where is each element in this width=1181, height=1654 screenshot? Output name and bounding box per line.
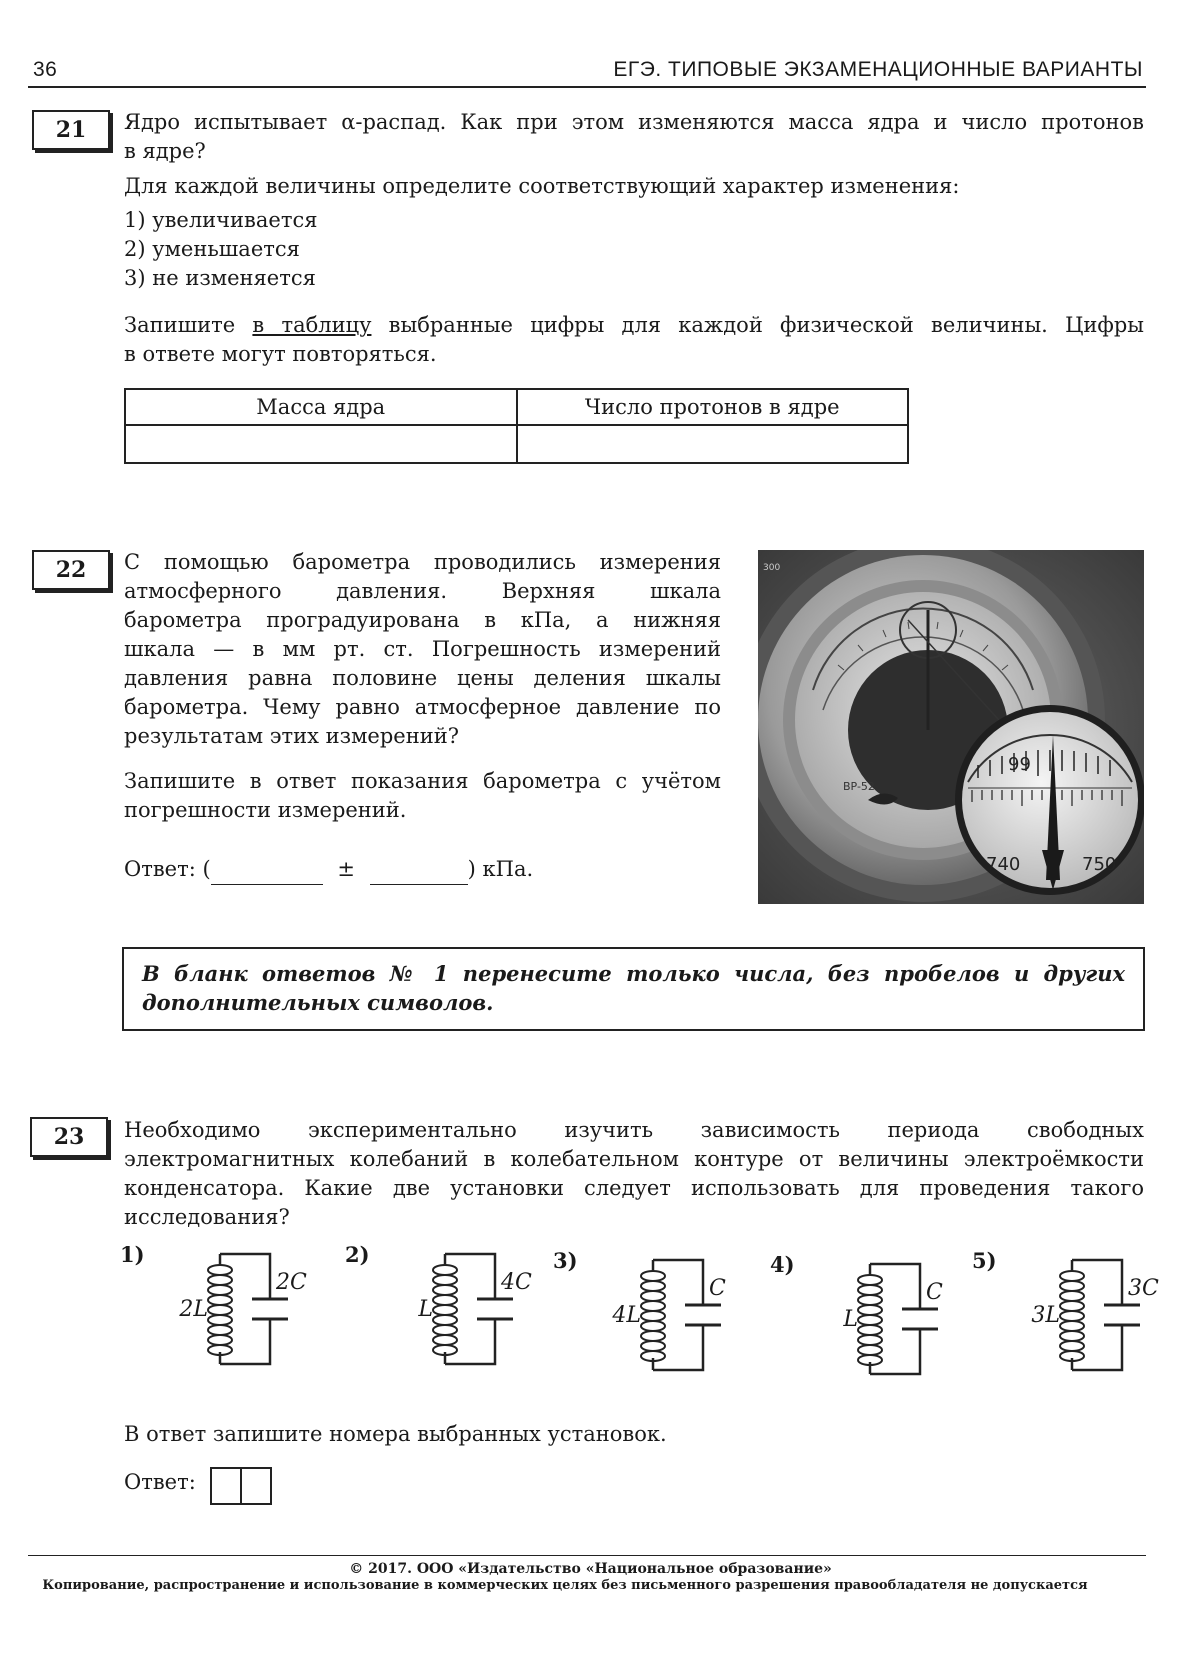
circuit-number-4: 4)	[770, 1252, 795, 1277]
q22-record-line2: погрешности измерений.	[124, 798, 407, 822]
header-rule	[28, 86, 1146, 88]
answer-cell-protons[interactable]	[517, 425, 909, 463]
q21-record-post: выбранные цифры для каждой физической величины. Цифры	[371, 313, 1144, 337]
q23-text-line3: конденсатора. Какие две установки следует использовать для проведения такого	[124, 1176, 1144, 1200]
capacitance-label-1: 2C	[276, 1270, 307, 1295]
circuit-number-2: 2)	[345, 1242, 370, 1267]
inductance-label-3: 4L	[612, 1303, 641, 1328]
inductance-label-4: L	[843, 1307, 858, 1332]
q22-text-line1: С помощью барометра проводились измерения	[124, 550, 721, 574]
q23-record: В ответ запишите номера выбранных установок.	[124, 1422, 667, 1446]
question-number-21: 21	[32, 110, 110, 150]
inductance-label-2: L	[418, 1297, 433, 1322]
q22-text-line7: результатам этих измерений?	[124, 724, 459, 748]
q22-text-line3: барометра проградуирована в кПа, а нижняя	[124, 608, 721, 632]
magnifier-label-99: 99	[1008, 754, 1031, 775]
capacitance-label-5: 3C	[1128, 1276, 1159, 1301]
q21-option-2: 2) уменьшается	[124, 237, 300, 261]
notice-line2: дополнительных символов.	[142, 990, 494, 1015]
svg-text:300: 300	[763, 563, 781, 573]
table-header-mass: Масса ядра	[125, 389, 517, 425]
inductance-label-5: 3L	[1031, 1303, 1060, 1328]
lc-circuit-4	[800, 1254, 970, 1384]
answer-digit-box-1[interactable]	[210, 1467, 242, 1505]
q22-text-line2: атмосферного давления. Верхняя шкала	[124, 579, 721, 603]
circuit-number-3: 3)	[553, 1248, 578, 1273]
q21-table-link: в таблицу	[252, 313, 372, 337]
q22-text-line6: барометра. Чему равно атмосферное давление по	[124, 695, 721, 719]
circuit-number-1: 1)	[120, 1242, 145, 1267]
answer-digit-box-2[interactable]	[240, 1467, 272, 1505]
question-number-23: 23	[30, 1117, 108, 1157]
barometer-photo	[758, 550, 1144, 904]
q22-answer-prefix: Ответ: (	[124, 857, 211, 881]
answer-cell-mass[interactable]	[125, 425, 517, 463]
footer-rule	[28, 1555, 1146, 1556]
barometer-model-label: BP-52	[843, 780, 875, 793]
q21-instruction: Для каждой величины определите соответствующий характер изменения:	[124, 174, 960, 198]
q21-record-line2: в ответе могут повторяться.	[124, 342, 437, 366]
lc-circuit-5	[1002, 1250, 1172, 1380]
question-number-22: 22	[32, 550, 110, 590]
q22-answer-suffix: ) кПа.	[467, 857, 534, 881]
footer-copyright: © 2017. ООО «Издательство «Национальное образование»	[349, 1561, 832, 1577]
q21-record-pre: Запишите	[124, 313, 253, 337]
q22-record-line1: Запишите в ответ показания барометра с учётом	[124, 769, 721, 793]
q21-answer-table	[124, 388, 909, 464]
q22-text-line5: давления равна половине цены деления шкалы	[124, 666, 721, 690]
q22-answer-error-blank[interactable]	[370, 855, 468, 885]
answer-sheet-notice	[122, 947, 1145, 1031]
lc-circuit-1	[150, 1244, 320, 1374]
q21-text-line1: Ядро испытывает α-распад. Как при этом изменяются масса ядра и число протонов	[124, 110, 1144, 134]
q22-answer-pm: ±	[337, 857, 355, 881]
q22-text-line4: шкала — в мм рт. ст. Погрешность измерений	[124, 637, 721, 661]
page-number: 36	[33, 58, 58, 81]
q21-option-3: 3) не изменяется	[124, 266, 316, 290]
q23-text-line2: электромагнитных колебаний в колебательном контуре от величины электроёмкости	[124, 1147, 1144, 1171]
q21-record-line1	[124, 311, 1144, 340]
table-header-protons: Число протонов в ядре	[517, 389, 909, 425]
q23-answer-label: Ответ:	[124, 1470, 196, 1494]
magnifier-label-740: 740	[986, 854, 1021, 875]
capacitance-label-2: 4C	[501, 1270, 532, 1295]
q22-answer-value-blank[interactable]	[211, 855, 323, 885]
lc-circuit-2	[375, 1244, 545, 1374]
magnifier-label-750: 750	[1082, 854, 1117, 875]
running-title: ЕГЭ. ТИПОВЫЕ ЭКЗАМЕНАЦИОННЫЕ ВАРИАНТЫ	[613, 58, 1143, 81]
q23-text-line4: исследования?	[124, 1205, 290, 1229]
q21-option-1: 1) увеличивается	[124, 208, 318, 232]
notice-line1: В бланк ответов № 1 перенесите только числа, без пробелов и других	[142, 961, 1125, 986]
q21-text-line2: в ядре?	[124, 139, 206, 163]
lc-circuit-3	[583, 1250, 753, 1380]
q23-text-line1: Необходимо экспериментально изучить зависимость периода свободных	[124, 1118, 1144, 1142]
inductance-label-1: 2L	[179, 1297, 208, 1322]
footer-notice: Копирование, распространение и использование в коммерческих целях без письменного разрешения правообладателя не допускается	[42, 1578, 1088, 1593]
capacitance-label-4: C	[926, 1280, 943, 1305]
circuit-number-5: 5)	[972, 1248, 997, 1273]
capacitance-label-3: C	[709, 1276, 726, 1301]
q22-answer-line	[124, 855, 533, 885]
